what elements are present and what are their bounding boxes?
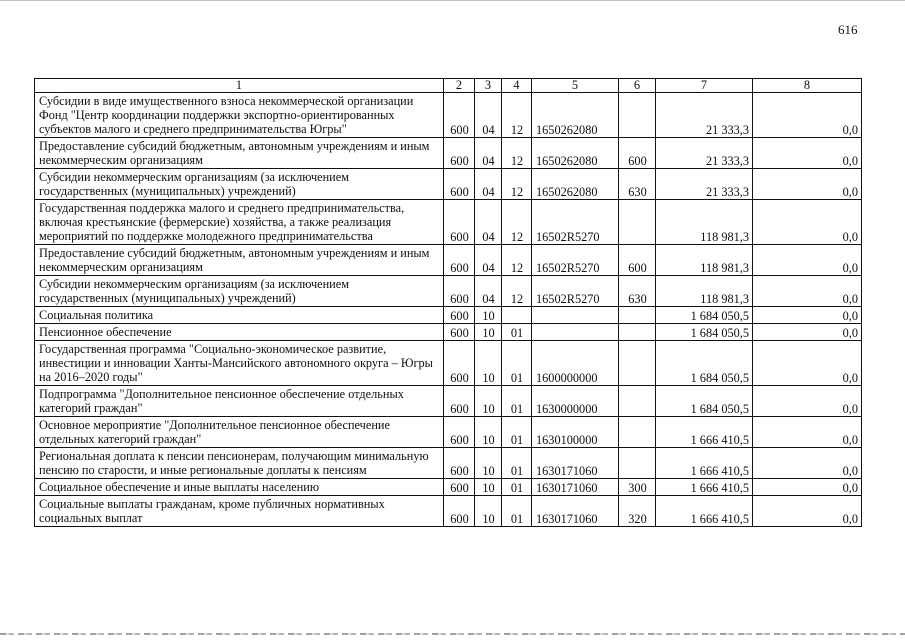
row-subsection-cell: 01 (502, 386, 532, 417)
row-target-article-cell: 16502R5270 (532, 276, 619, 307)
row-amount2-cell: 0,0 (753, 417, 862, 448)
row-amount2-cell: 0,0 (753, 479, 862, 496)
row-section-cell: 04 (475, 93, 502, 138)
row-subsection-cell: 12 (502, 200, 532, 245)
row-amount-cell: 1 684 050,5 (656, 386, 753, 417)
table-row (35, 93, 862, 138)
row-amount2-cell: 0,0 (753, 324, 862, 341)
header-cell: 6 (619, 79, 656, 93)
row-code-cell: 600 (444, 479, 475, 496)
table-row (35, 479, 862, 496)
row-code-cell: 600 (444, 324, 475, 341)
header-cell: 4 (502, 79, 532, 93)
scan-bottom-edge (0, 633, 905, 635)
row-amount2-cell: 0,0 (753, 386, 862, 417)
table-row (35, 276, 862, 307)
row-expense-type-cell: 320 (619, 496, 656, 527)
row-code-cell: 600 (444, 169, 475, 200)
row-target-article-cell: 1630000000 (532, 386, 619, 417)
row-code-cell: 600 (444, 448, 475, 479)
row-target-article-cell: 1600000000 (532, 341, 619, 386)
table-header-row (35, 79, 862, 93)
row-expense-type-cell: 630 (619, 169, 656, 200)
table-row (35, 245, 862, 276)
page-number: 616 (838, 22, 858, 37)
row-section-cell: 04 (475, 138, 502, 169)
table-row (35, 324, 862, 341)
row-target-article-cell: 1630171060 (532, 448, 619, 479)
row-amount2-cell: 0,0 (753, 138, 862, 169)
row-section-cell: 10 (475, 341, 502, 386)
table-row (35, 169, 862, 200)
row-target-article-cell: 1630171060 (532, 479, 619, 496)
row-target-article-cell: 1630100000 (532, 417, 619, 448)
row-amount-cell: 1 666 410,5 (656, 496, 753, 527)
row-name-cell: Пенсионное обеспечение (35, 324, 444, 341)
row-section-cell: 10 (475, 324, 502, 341)
row-target-article-cell (532, 324, 619, 341)
row-code-cell: 600 (444, 341, 475, 386)
header-cell: 2 (444, 79, 475, 93)
row-code-cell: 600 (444, 417, 475, 448)
row-amount-cell: 118 981,3 (656, 276, 753, 307)
row-name-cell: Субсидии в виде имущественного взноса некоммерческой организации Фонд "Центр координации поддержки экспортно-ориентированных субъектов малого и среднего предпринимательства Югры" (35, 93, 444, 138)
row-expense-type-cell (619, 341, 656, 386)
row-amount2-cell: 0,0 (753, 448, 862, 479)
row-amount-cell: 21 333,3 (656, 169, 753, 200)
row-section-cell: 10 (475, 307, 502, 324)
row-name-cell: Региональная доплата к пенсии пенсионерам, получающим минимальную пенсию по старости, и иные региональные доплаты к пенсиям (35, 448, 444, 479)
header-cell: 1 (35, 79, 444, 93)
row-code-cell: 600 (444, 245, 475, 276)
row-section-cell: 10 (475, 496, 502, 527)
row-amount-cell: 1 684 050,5 (656, 324, 753, 341)
row-expense-type-cell: 300 (619, 479, 656, 496)
row-code-cell: 600 (444, 386, 475, 417)
table-body (35, 79, 862, 527)
row-name-cell: Государственная программа "Социально-экономическое развитие, инвестиции и инновации Ханты-Мансийского автономного округа – Югры на 2016–2020 годы" (35, 341, 444, 386)
table-row (35, 417, 862, 448)
row-expense-type-cell (619, 200, 656, 245)
row-code-cell: 600 (444, 276, 475, 307)
header-cell: 8 (753, 79, 862, 93)
row-target-article-cell: 1650262080 (532, 138, 619, 169)
row-amount-cell: 1 666 410,5 (656, 479, 753, 496)
row-subsection-cell: 12 (502, 245, 532, 276)
row-amount-cell: 1 666 410,5 (656, 448, 753, 479)
header-cell: 3 (475, 79, 502, 93)
row-target-article-cell: 1630171060 (532, 496, 619, 527)
row-code-cell: 600 (444, 496, 475, 527)
row-name-cell: Социальное обеспечение и иные выплаты населению (35, 479, 444, 496)
row-name-cell: Социальные выплаты гражданам, кроме публичных нормативных социальных выплат (35, 496, 444, 527)
row-amount2-cell: 0,0 (753, 276, 862, 307)
row-section-cell: 10 (475, 417, 502, 448)
row-section-cell: 04 (475, 169, 502, 200)
row-code-cell: 600 (444, 93, 475, 138)
row-subsection-cell: 01 (502, 417, 532, 448)
row-amount2-cell: 0,0 (753, 200, 862, 245)
row-expense-type-cell (619, 448, 656, 479)
row-amount2-cell: 0,0 (753, 245, 862, 276)
row-expense-type-cell: 600 (619, 245, 656, 276)
row-amount2-cell: 0,0 (753, 169, 862, 200)
row-expense-type-cell (619, 417, 656, 448)
row-target-article-cell (532, 307, 619, 324)
row-expense-type-cell (619, 307, 656, 324)
row-expense-type-cell (619, 93, 656, 138)
row-name-cell: Предоставление субсидий бюджетным, автономным учреждениям и иным некоммерческим организациям (35, 245, 444, 276)
table-row (35, 496, 862, 527)
row-amount2-cell: 0,0 (753, 93, 862, 138)
table-row (35, 341, 862, 386)
row-subsection-cell: 01 (502, 341, 532, 386)
row-name-cell: Государственная поддержка малого и среднего предпринимательства, включая крестьянские (фермерские) хозяйства, а также реализация мероприятий по поддержке молодежного предпринимательства (35, 200, 444, 245)
row-section-cell: 10 (475, 479, 502, 496)
table-row (35, 448, 862, 479)
row-name-cell: Субсидии некоммерческим организациям (за исключением государственных (муниципальных) учреждений) (35, 169, 444, 200)
header-cell: 5 (532, 79, 619, 93)
table-row (35, 307, 862, 324)
row-name-cell: Основное мероприятие "Дополнительное пенсионное обеспечение отдельных категорий граждан" (35, 417, 444, 448)
row-subsection-cell: 01 (502, 324, 532, 341)
row-amount-cell: 1 666 410,5 (656, 417, 753, 448)
row-section-cell: 04 (475, 245, 502, 276)
row-name-cell: Предоставление субсидий бюджетным, автономным учреждениям и иным некоммерческим организациям (35, 138, 444, 169)
row-amount-cell: 118 981,3 (656, 245, 753, 276)
row-subsection-cell: 12 (502, 138, 532, 169)
row-amount-cell: 118 981,3 (656, 200, 753, 245)
row-expense-type-cell: 630 (619, 276, 656, 307)
row-target-article-cell: 1650262080 (532, 169, 619, 200)
row-section-cell: 10 (475, 448, 502, 479)
table-row (35, 386, 862, 417)
row-target-article-cell: 1650262080 (532, 93, 619, 138)
row-amount-cell: 21 333,3 (656, 138, 753, 169)
budget-table (34, 78, 862, 527)
row-subsection-cell (502, 307, 532, 324)
row-target-article-cell: 16502R5270 (532, 245, 619, 276)
row-subsection-cell: 01 (502, 496, 532, 527)
header-cell: 7 (656, 79, 753, 93)
row-name-cell: Подпрограмма "Дополнительное пенсионное обеспечение отдельных категорий граждан" (35, 386, 444, 417)
row-target-article-cell: 16502R5270 (532, 200, 619, 245)
row-subsection-cell: 12 (502, 169, 532, 200)
row-expense-type-cell: 600 (619, 138, 656, 169)
row-code-cell: 600 (444, 307, 475, 324)
row-section-cell: 10 (475, 386, 502, 417)
row-code-cell: 600 (444, 138, 475, 169)
row-expense-type-cell (619, 386, 656, 417)
row-name-cell: Социальная политика (35, 307, 444, 324)
row-amount2-cell: 0,0 (753, 307, 862, 324)
row-amount2-cell: 0,0 (753, 496, 862, 527)
scan-top-edge (0, 0, 905, 1)
row-name-cell: Субсидии некоммерческим организациям (за исключением государственных (муниципальных) учреждений) (35, 276, 444, 307)
row-subsection-cell: 01 (502, 448, 532, 479)
row-subsection-cell: 12 (502, 276, 532, 307)
row-section-cell: 04 (475, 200, 502, 245)
table-row (35, 138, 862, 169)
row-subsection-cell: 01 (502, 479, 532, 496)
row-amount-cell: 1 684 050,5 (656, 341, 753, 386)
row-amount-cell: 1 684 050,5 (656, 307, 753, 324)
row-amount-cell: 21 333,3 (656, 93, 753, 138)
row-code-cell: 600 (444, 200, 475, 245)
table-row (35, 200, 862, 245)
row-subsection-cell: 12 (502, 93, 532, 138)
row-expense-type-cell (619, 324, 656, 341)
row-amount2-cell: 0,0 (753, 341, 862, 386)
row-section-cell: 04 (475, 276, 502, 307)
